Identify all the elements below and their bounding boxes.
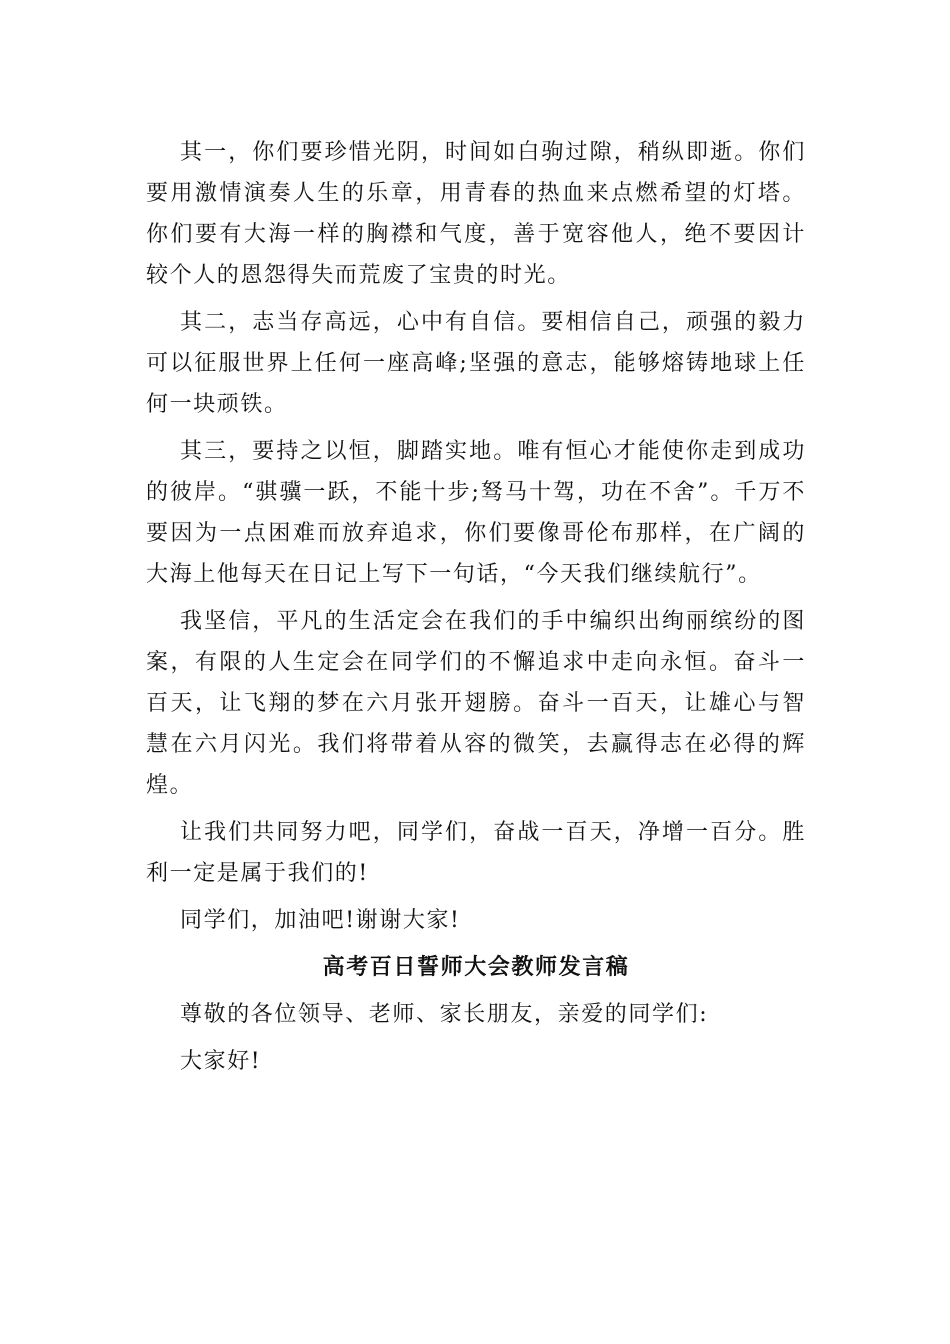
paragraph-2: 其二，志当存高远，心中有自信。要相信自己，顽强的毅力可以征服世界上任何一座高峰;坚强的意志，能够熔铸地球上任何一块顽铁。 bbox=[146, 310, 806, 417]
paragraph-3: 其三，要持之以恒，脚踏实地。唯有恒心才能使你走到成功的彼岸。“骐骥一跃，不能十步;驽马十驾，功在不舍”。千万不要因为一点困难而放弃追求，你们要像哥伦布那样，在广阔的大海上他每天在日记上写下一句话，“今天我们继续航行”。 bbox=[146, 439, 806, 587]
paragraph-4: 我坚信，平凡的生活定会在我们的手中编织出绚丽缤纷的图案，有限的人生定会在同学们的不懈追求中走向永恒。奋斗一百天，让飞翔的梦在六月张开翅膀。奋斗一百天，让雄心与智慧在六月闪光。我们将带着从容的微笑，去赢得志在必得的辉煌。 bbox=[146, 609, 806, 798]
document-body bbox=[146, 132, 806, 1088]
paragraph-1: 其一，你们要珍惜光阴，时间如白驹过隙，稍纵即逝。你们要用激情演奏人生的乐章，用青春的热血来点燃希望的灯塔。你们要有大海一样的胸襟和气度，善于宽容他人，绝不要因计较个人的恩怨得失而荒废了宝贵的时光。 bbox=[146, 140, 806, 288]
salutation: 大家好! bbox=[180, 1049, 262, 1074]
paragraph-6: 同学们，加油吧!谢谢大家! bbox=[180, 908, 461, 933]
greeting: 尊敬的各位领导、老师、家长朋友，亲爱的同学们: bbox=[180, 1002, 709, 1027]
section-title: 高考百日誓师大会教师发言稿 bbox=[322, 954, 630, 980]
paragraph-5: 让我们共同努力吧，同学们，奋战一百天，净增一百分。胜利一定是属于我们的! bbox=[146, 820, 806, 886]
